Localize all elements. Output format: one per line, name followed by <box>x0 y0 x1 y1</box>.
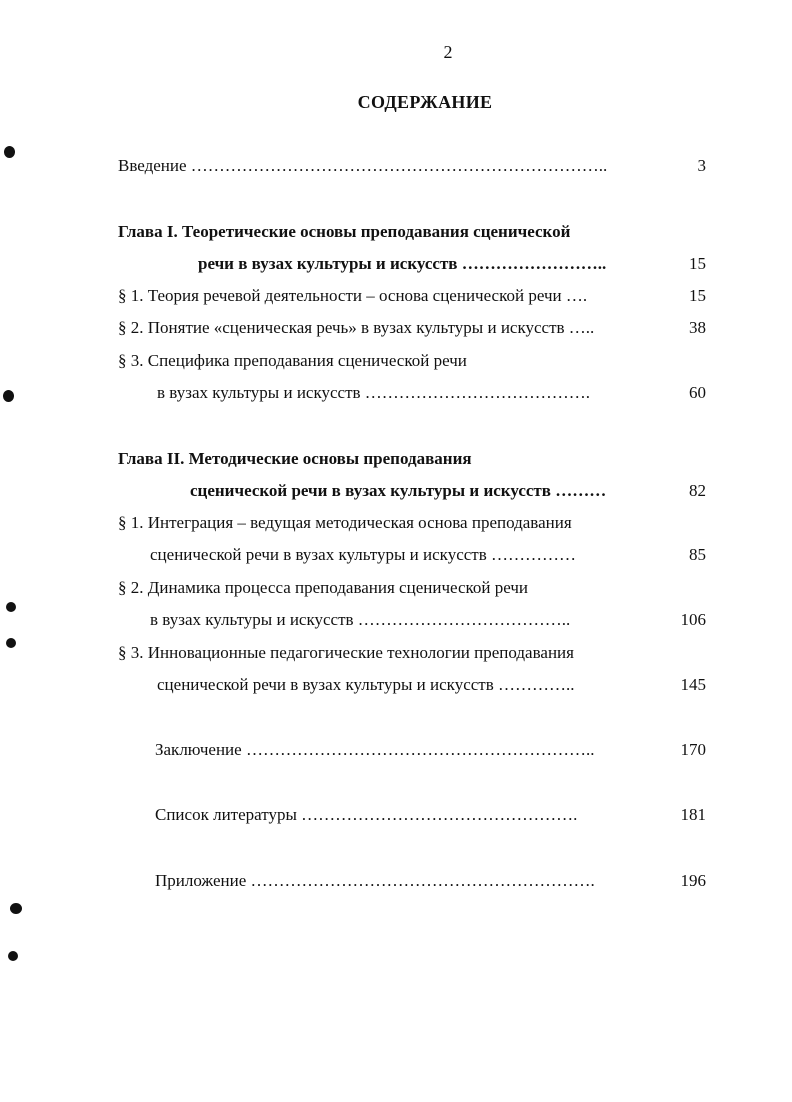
punch-hole-mark <box>3 390 14 402</box>
toc-section-page: 15 <box>689 286 706 305</box>
toc-section-text-line1: § 3. Специфика преподавания сценической речи <box>118 351 467 370</box>
toc-section-page: 60 <box>689 383 706 402</box>
toc-conclusion-page: 170 <box>680 740 706 759</box>
toc-chapter-2-title-line1: Глава II. Методические основы преподавания <box>118 449 472 468</box>
punch-hole-mark <box>8 951 18 961</box>
toc-section-text: § 2. Понятие «сценическая речь» в вузах культуры и искусств ….. <box>118 318 595 337</box>
toc-section-text-line2: в вузах культуры и искусств …………………………………. <box>157 383 591 402</box>
toc-section-text-line1: § 3. Инновационные педагогические технологии преподавания <box>118 643 574 662</box>
toc-section-text-line1: § 2. Динамика процесса преподавания сценической речи <box>118 578 529 597</box>
toc-section-page: 106 <box>680 610 706 629</box>
punch-hole-mark <box>4 146 15 158</box>
toc-chapter-2-page: 82 <box>689 481 706 500</box>
toc-section-text: § 1. Теория речевой деятельности – основа сценической речи …. <box>118 286 588 305</box>
toc-section-text-line1: § 1. Интеграция – ведущая методическая основа преподавания <box>118 513 572 532</box>
toc-section-text-line2: сценической речи в вузах культуры и искусств ………….. <box>157 675 575 694</box>
toc-chapter-1-page: 15 <box>689 254 706 273</box>
toc-appendix-page: 196 <box>680 871 706 890</box>
toc-section-page: 85 <box>689 545 706 564</box>
toc-section-page: 38 <box>689 318 706 337</box>
toc-chapter-1-title-line2: речи в вузах культуры и искусств …………………….. <box>198 254 607 273</box>
punch-hole-mark <box>10 903 22 914</box>
toc-intro-text: Введение ……………………………………………………………….. <box>118 156 608 175</box>
toc-section-page: 145 <box>680 675 706 694</box>
toc-intro-page: 3 <box>697 156 706 175</box>
punch-hole-mark <box>6 602 16 612</box>
page-number: 2 <box>443 42 453 62</box>
toc-bibliography-text: Список литературы …………………………………………. <box>155 805 578 824</box>
toc-section-text-line2: в вузах культуры и искусств ……………………………….. <box>150 610 571 629</box>
toc-chapter-2-title-line2: сценической речи в вузах культуры и искусств ……… <box>190 481 607 500</box>
punch-hole-mark <box>6 638 16 648</box>
page-title: СОДЕРЖАНИЕ <box>357 92 493 112</box>
toc-chapter-1-title-line1: Глава I. Теоретические основы преподавания сценической <box>118 222 571 241</box>
toc-conclusion-text: Заключение …………………………………………………….. <box>155 740 595 759</box>
toc-appendix-text: Приложение ……………………………………………………. <box>155 871 595 890</box>
toc-section-text-line2: сценической речи в вузах культуры и искусств …………… <box>150 545 576 564</box>
toc-bibliography-page: 181 <box>680 805 706 824</box>
